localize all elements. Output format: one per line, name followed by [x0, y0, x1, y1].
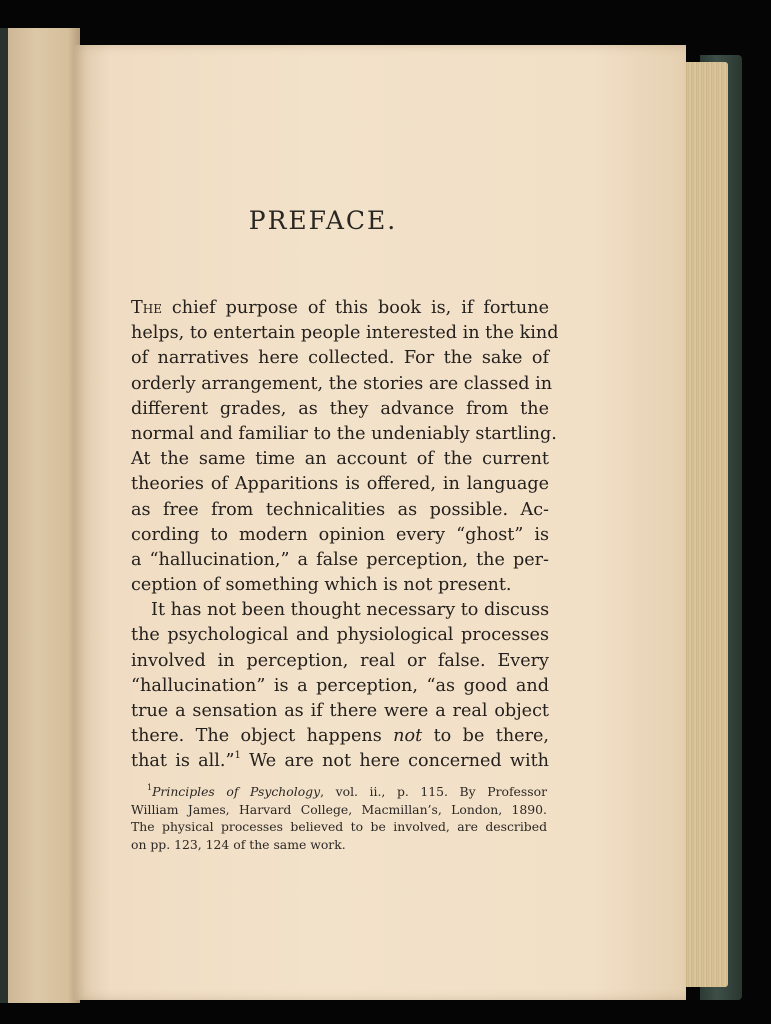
text-line: that is all.”$^1$ We are not here concerned with: [131, 750, 549, 772]
left-page: [0, 28, 80, 1003]
text-line: orderly arrangement, the stories are classed in: [131, 373, 553, 394]
page-title: PREFACE.: [248, 206, 398, 235]
text-line: normal and familiar to the undeniably startling.: [131, 423, 557, 444]
text-line: different grades, as they advance from the: [131, 398, 549, 419]
footnote-line: $^1$Principles of Psychology, vol. ii., p. 115. By Professor: [147, 783, 547, 799]
text-line: “hallucination” is a perception, “as good and: [131, 675, 549, 696]
footnote-ref: 1: [234, 750, 241, 762]
emphasis: not: [393, 726, 423, 747]
text-line: At the same time an account of the current: [131, 449, 549, 470]
text-line: cording to modern opinion every “ghost” is: [131, 524, 549, 545]
footnote-line: on pp. 123, 124 of the same work.: [131, 836, 346, 852]
lead-word: The: [131, 298, 162, 318]
text-line: as free from technicalities as possible. Ac-: [131, 499, 549, 520]
text-line: involved in perception, real or false. Every: [131, 650, 549, 671]
footnote-line: William James, Harvard College, Macmillan’s, London, 1890.: [131, 801, 547, 817]
text-line: true a sensation as if there were a real object: [131, 701, 549, 721]
source-title: Principles of Psychology: [152, 784, 321, 799]
text-line: there. The object happens not to be there,: [131, 726, 550, 747]
text-line: ception of something which is not present.: [131, 575, 512, 596]
text-line: helps, to entertain people interested in the kind: [131, 323, 559, 344]
body-text: [131, 296, 559, 775]
text-line: theories of Apparitions is offered, in language: [131, 474, 549, 495]
footnote-line: The physical processes believed to be involved, are described: [131, 819, 547, 835]
text-line: the psychological and physiological processes: [131, 625, 549, 646]
footnote-marker: 1: [147, 783, 153, 792]
left-cover-edge: [0, 28, 8, 1003]
text-line: The chief purpose of this book is, if fortune: [131, 298, 549, 318]
text-line: It has not been thought necessary to discuss: [151, 600, 550, 621]
footnote: [131, 783, 547, 853]
text-line: a “hallucination,” a false perception, the per-: [131, 549, 549, 570]
text-line: of narratives here collected. For the sake of: [131, 348, 549, 369]
